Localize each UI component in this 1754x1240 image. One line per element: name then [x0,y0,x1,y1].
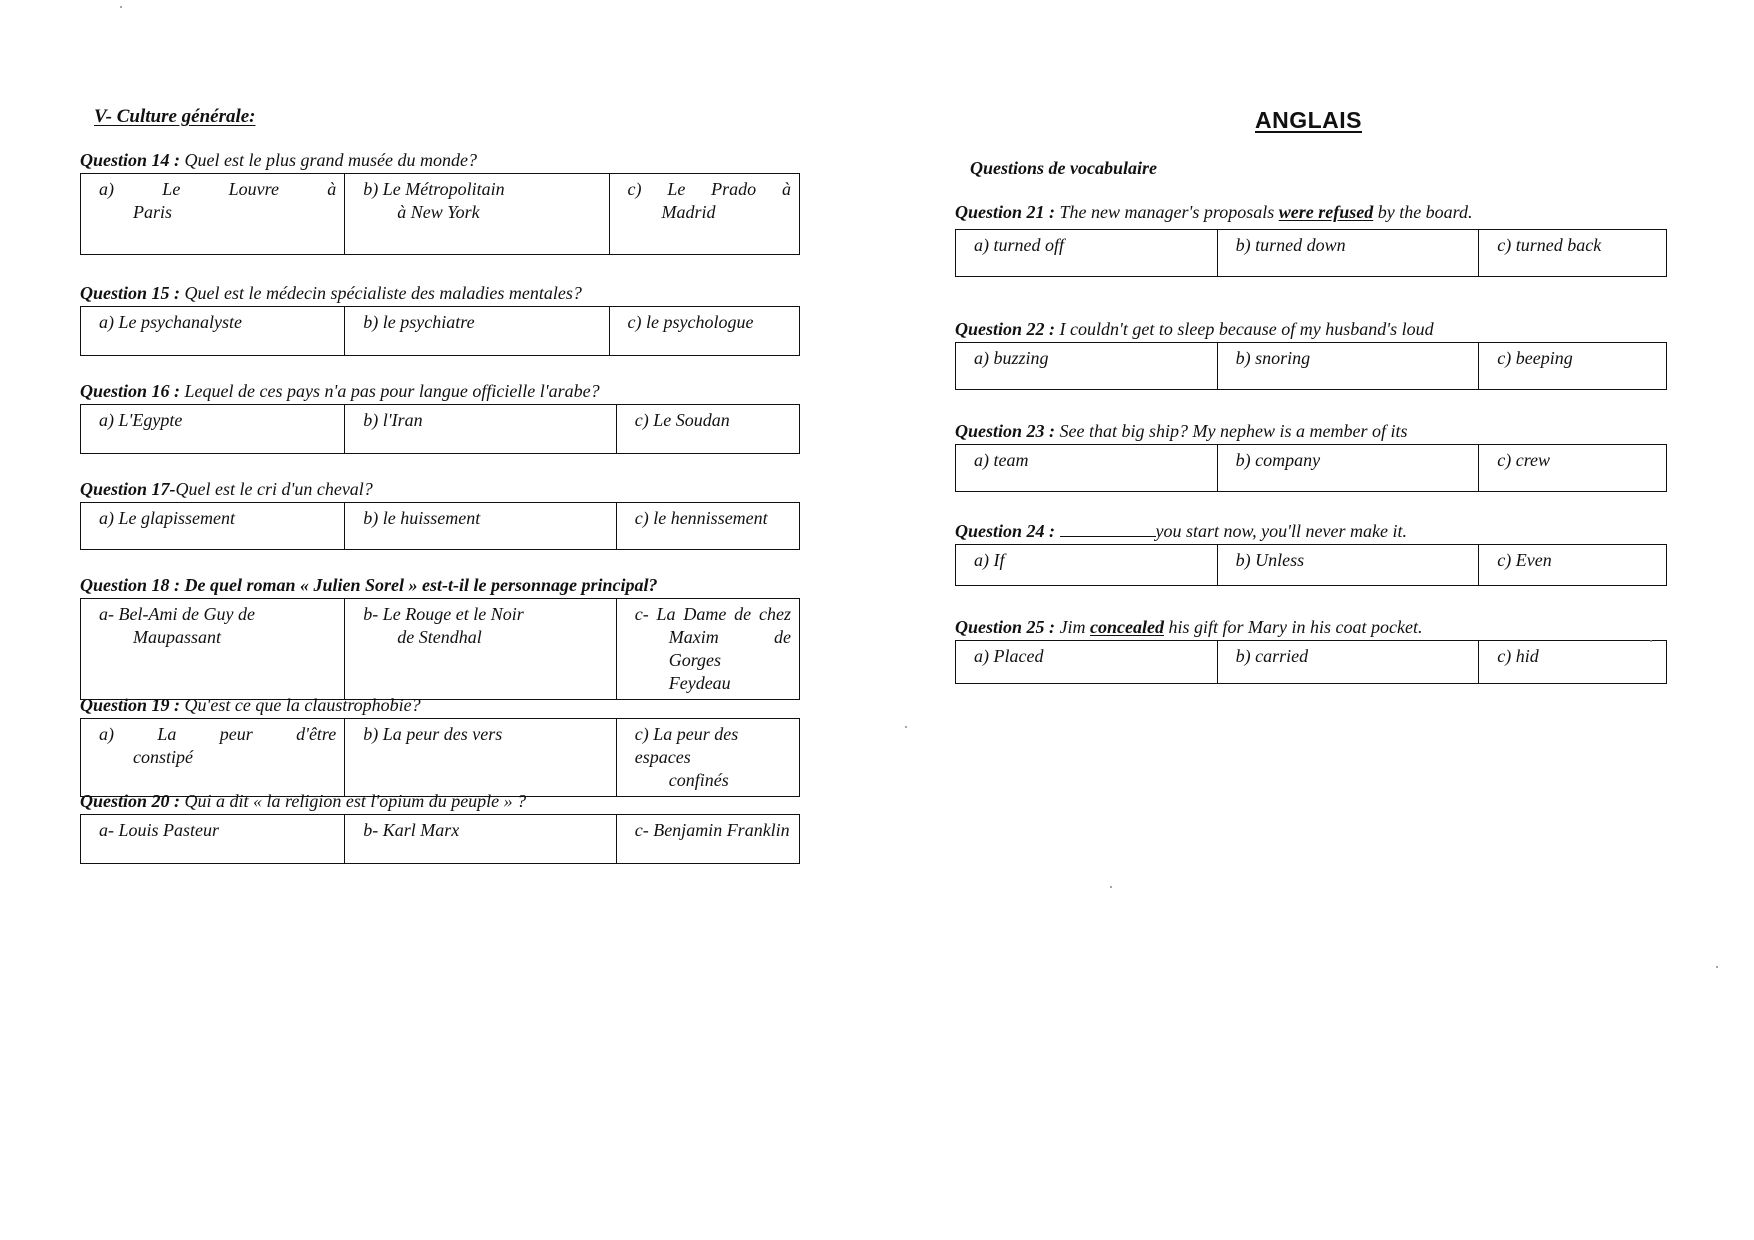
option-21-c[interactable]: c) turned back [1479,230,1667,277]
question-16-options [80,404,800,454]
option-17-c[interactable]: c) le hennissement [616,503,799,550]
question-22-options [955,342,1667,390]
option-22-c[interactable]: c) beeping [1479,343,1667,390]
anglais-title: ANGLAIS [1255,107,1362,133]
option-17-a[interactable]: a) Le glapissement [81,503,345,550]
option-15-c[interactable]: c) le psychologue [609,307,799,356]
option-18-b[interactable]: b- Le Rouge et le Noir de Stendhal [345,599,616,700]
question-19-options [80,718,800,797]
question-22 [955,318,1667,390]
question-17-options [80,502,800,550]
question-17 [80,478,800,550]
option-20-b[interactable]: b- Karl Marx [345,815,616,864]
option-19-a[interactable]: a) La peur d'être constipé [81,719,345,797]
option-21-a[interactable]: a) turned off [956,230,1218,277]
option-24-b[interactable]: b) Unless [1217,545,1479,586]
question-24-text: Question 24 : you start now, you'll never make it. [955,521,1407,541]
option-22-a[interactable]: a) buzzing [956,343,1218,390]
option-17-b[interactable]: b) le huissement [345,503,616,550]
question-23 [955,420,1667,492]
scan-speck [905,726,907,728]
option-24-a[interactable]: a) If [956,545,1218,586]
question-18-options [80,598,800,700]
question-15-text: Question 15 : Quel est le médecin spécialiste des maladies mentales? [80,283,582,303]
option-16-b[interactable]: b) l'Iran [345,405,616,454]
question-25-options [955,640,1667,684]
option-20-a[interactable]: a- Louis Pasteur [81,815,345,864]
question-25-text: Question 25 : Jim concealed his gift for Mary in his coat pocket. [955,617,1423,637]
vocabulary-subtitle: Questions de vocabulaire [970,158,1157,178]
option-24-c[interactable]: c) Even [1479,545,1667,586]
question-19-text: Question 19 : Qu'est ce que la claustrophobie? [80,695,421,715]
option-14-a[interactable]: a) Le Louvre à Paris [81,174,345,255]
scan-speck [1650,640,1652,642]
section-title-culture: V- Culture générale: [94,106,256,127]
scan-speck [120,6,122,8]
question-14-text: Question 14 : Quel est le plus grand musée du monde? [80,150,477,170]
option-15-b[interactable]: b) le psychiatre [345,307,609,356]
question-21 [955,201,1667,277]
option-25-b[interactable]: b) carried [1217,641,1479,684]
question-18-text: Question 18 : De quel roman « Julien Sorel » est-t-il le personnage principal? [80,575,658,595]
option-16-a[interactable]: a) L'Egypte [81,405,345,454]
question-24-options [955,544,1667,586]
question-24 [955,520,1667,586]
question-17-text: Question 17-Quel est le cri d'un cheval? [80,479,373,499]
option-18-a[interactable]: a- Bel-Ami de Guy de Maupassant [81,599,345,700]
question-20-text: Question 20 : Qui a dit « la religion est l'opium du peuple » ? [80,791,527,811]
question-18 [80,574,800,700]
option-23-b[interactable]: b) company [1217,445,1479,492]
option-22-b[interactable]: b) snoring [1217,343,1479,390]
option-18-c[interactable]: c- La Dame de chez Maxim de Gorges Feydeau [616,599,799,700]
question-23-text: Question 23 : See that big ship? My nephew is a member of its [955,421,1408,441]
answer-blank [1060,520,1156,537]
option-19-b[interactable]: b) La peur des vers [345,719,616,797]
option-23-c[interactable]: c) crew [1479,445,1667,492]
option-21-b[interactable]: b) turned down [1217,230,1479,277]
option-20-c[interactable]: c- Benjamin Franklin [616,815,799,864]
question-20-options [80,814,800,864]
question-20 [80,790,800,864]
question-23-options [955,444,1667,492]
question-16-text: Question 16 : Lequel de ces pays n'a pas pour langue officielle l'arabe? [80,381,600,401]
question-21-text: Question 21 : The new manager's proposals were refused by the board. [955,202,1473,222]
option-14-c[interactable]: c) Le Prado à Madrid [609,174,799,255]
question-21-options [955,229,1667,277]
option-25-a[interactable]: a) Placed [956,641,1218,684]
option-14-b[interactable]: b) Le Métropolitain à New York [345,174,609,255]
question-22-text: Question 22 : I couldn't get to sleep because of my husband's loud [955,319,1434,339]
option-19-c[interactable]: c) La peur des espaces confinés [616,719,799,797]
option-16-c[interactable]: c) Le Soudan [616,405,799,454]
question-25 [955,616,1667,684]
question-16 [80,380,800,454]
question-15 [80,282,800,356]
question-15-options [80,306,800,356]
question-14-options [80,173,800,255]
scan-speck [1716,966,1718,968]
question-19 [80,694,800,797]
option-25-c[interactable]: c) hid [1479,641,1667,684]
scan-speck [1110,886,1112,888]
option-15-a[interactable]: a) Le psychanalyste [81,307,345,356]
question-14 [80,149,800,255]
option-23-a[interactable]: a) team [956,445,1218,492]
